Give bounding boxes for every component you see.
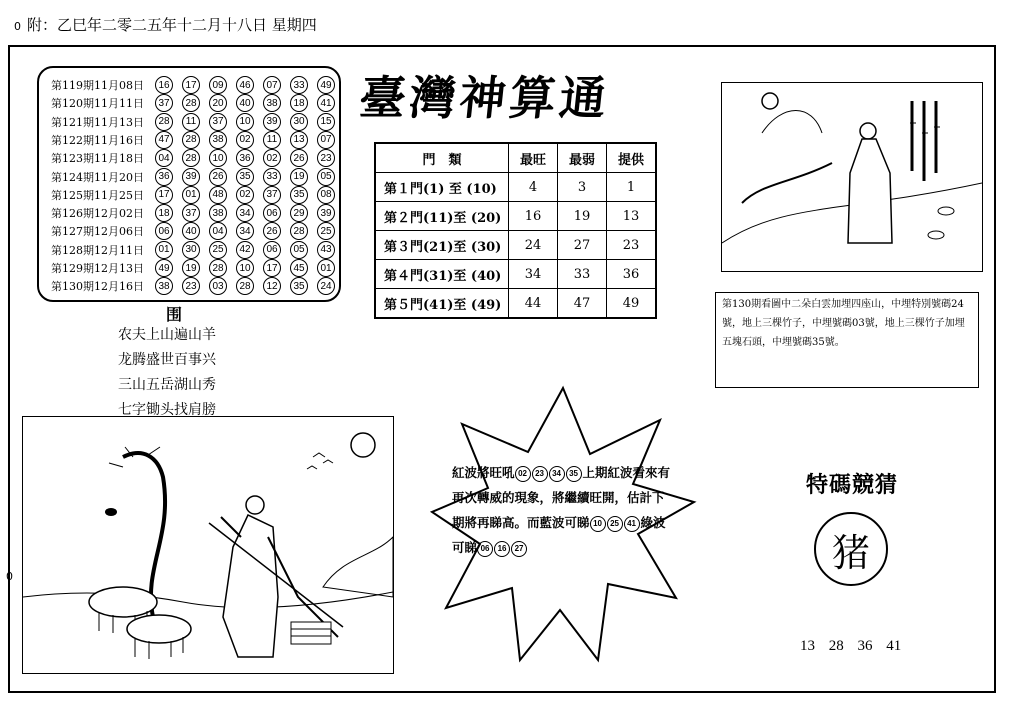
history-number: 24 bbox=[317, 277, 335, 295]
category-label: 第１門(1) 至 (10) bbox=[375, 173, 509, 202]
history-label: 第124期11月20日 bbox=[51, 170, 144, 184]
offer-value: 13 bbox=[607, 202, 657, 231]
blue-wave-number: 25 bbox=[607, 516, 623, 532]
history-number: 26 bbox=[209, 168, 227, 186]
header-date: 附：乙巳年二零二五年十二月十八日 星期四 bbox=[27, 16, 317, 34]
history-number: 06 bbox=[155, 222, 173, 240]
side-mark: 0 bbox=[6, 570, 13, 583]
history-number: 37 bbox=[209, 113, 227, 131]
min-value: 19 bbox=[558, 202, 607, 231]
history-number: 29 bbox=[290, 204, 308, 222]
history-number: 04 bbox=[209, 222, 227, 240]
history-number: 30 bbox=[182, 241, 200, 259]
history-number: 49 bbox=[317, 76, 335, 94]
history-label: 第119期11月08日 bbox=[51, 79, 144, 92]
min-value: 3 bbox=[558, 173, 607, 202]
green-wave-number: 06 bbox=[477, 541, 493, 557]
history-row bbox=[51, 259, 344, 277]
history-row bbox=[51, 241, 344, 259]
history-label: 第127期12月06日 bbox=[51, 225, 144, 239]
red-wave-number: 23 bbox=[532, 466, 548, 482]
history-number: 49 bbox=[155, 259, 173, 277]
history-number: 04 bbox=[155, 149, 173, 167]
history-number: 17 bbox=[155, 186, 173, 204]
history-number: 10 bbox=[209, 149, 227, 167]
max-value: 16 bbox=[509, 202, 558, 231]
history-row bbox=[51, 94, 344, 112]
history-number: 40 bbox=[236, 94, 254, 112]
history-number: 12 bbox=[263, 277, 281, 295]
category-table bbox=[374, 142, 657, 319]
riddle-description: 第130期看圖中二朵白雲加埋四座山，中埋特別號碼24號，地上三棵竹子，中埋號碼03號，地上三棵竹子加埋五塊石頭，中埋號碼35號。 bbox=[715, 292, 979, 388]
history-row bbox=[51, 149, 344, 167]
max-value: 44 bbox=[509, 289, 558, 319]
min-value: 47 bbox=[558, 289, 607, 319]
history-number: 25 bbox=[209, 241, 227, 259]
poem-line: 龙腾盛世百事兴 bbox=[118, 352, 216, 368]
offer-value: 36 bbox=[607, 260, 657, 289]
special-guess-title: 特碼競猜 bbox=[806, 472, 899, 498]
farmer-pigs-drawing bbox=[23, 417, 393, 673]
wave-trend-text: 上期紅波看來有再次轉威的現象，將繼續旺開，估計下期將再睇高。而藍波可睇 bbox=[452, 465, 671, 530]
scholar-bamboo-drawing bbox=[722, 83, 982, 271]
history-number: 10 bbox=[236, 113, 254, 131]
table-row bbox=[375, 231, 656, 260]
min-value: 27 bbox=[558, 231, 607, 260]
header-offer: 提供 bbox=[607, 143, 657, 173]
history-number: 02 bbox=[263, 149, 281, 167]
history-number: 01 bbox=[155, 241, 173, 259]
history-number: 28 bbox=[155, 113, 173, 131]
history-number: 37 bbox=[182, 204, 200, 222]
table-row bbox=[375, 202, 656, 231]
history-number: 07 bbox=[263, 76, 281, 94]
category-label: 第５門(41)至 (49) bbox=[375, 289, 509, 319]
history-number: 13 bbox=[290, 131, 308, 149]
history-number: 28 bbox=[182, 131, 200, 149]
history-row bbox=[51, 113, 344, 131]
header-line bbox=[14, 14, 317, 35]
red-wave-text: 紅波將旺吼 bbox=[452, 465, 515, 480]
table-row bbox=[375, 173, 656, 202]
history-row bbox=[51, 131, 344, 149]
history-row bbox=[51, 204, 344, 222]
history-number: 17 bbox=[263, 259, 281, 277]
history-number: 41 bbox=[317, 94, 335, 112]
history-number: 42 bbox=[236, 241, 254, 259]
history-number: 26 bbox=[263, 222, 281, 240]
page-title: 臺灣神算通 bbox=[356, 71, 613, 125]
poem-line: 三山五岳湖山秀 bbox=[118, 377, 216, 393]
table-header-row bbox=[375, 143, 656, 173]
scholar-bamboo-illustration bbox=[721, 82, 983, 272]
history-panel bbox=[37, 66, 341, 302]
history-number: 17 bbox=[182, 76, 200, 94]
history-label: 第128期12月11日 bbox=[51, 243, 144, 257]
max-value: 24 bbox=[509, 231, 558, 260]
history-number: 28 bbox=[290, 222, 308, 240]
history-number: 37 bbox=[155, 94, 173, 112]
history-number: 15 bbox=[317, 113, 335, 131]
history-label: 第123期11月18日 bbox=[51, 152, 144, 166]
history-number: 05 bbox=[290, 241, 308, 259]
blue-wave-number: 10 bbox=[590, 516, 606, 532]
history-number: 35 bbox=[290, 186, 308, 204]
history-number: 35 bbox=[290, 277, 308, 295]
history-number: 06 bbox=[263, 204, 281, 222]
min-value: 33 bbox=[558, 260, 607, 289]
history-number: 38 bbox=[263, 94, 281, 112]
history-number: 36 bbox=[236, 149, 254, 167]
red-wave-number: 34 bbox=[549, 466, 565, 482]
history-number: 20 bbox=[209, 94, 227, 112]
history-number: 16 bbox=[155, 76, 173, 94]
history-number: 11 bbox=[182, 113, 200, 131]
history-number: 33 bbox=[290, 76, 308, 94]
history-label: 第126期12月02日 bbox=[51, 207, 144, 221]
history-label: 第122期11月16日 bbox=[51, 133, 144, 147]
history-number: 23 bbox=[182, 277, 200, 295]
history-number: 03 bbox=[209, 277, 227, 295]
green-wave-number: 27 bbox=[511, 541, 527, 557]
history-number: 39 bbox=[182, 168, 200, 186]
table-row bbox=[375, 260, 656, 289]
history-number: 01 bbox=[317, 259, 335, 277]
history-number: 19 bbox=[290, 168, 308, 186]
history-row bbox=[51, 168, 344, 186]
history-row bbox=[51, 76, 344, 94]
history-number: 07 bbox=[317, 131, 335, 149]
history-number: 35 bbox=[236, 168, 254, 186]
history-number: 26 bbox=[290, 149, 308, 167]
history-number: 10 bbox=[236, 259, 254, 277]
history-number: 37 bbox=[263, 186, 281, 204]
poem-line: 农夫上山遍山羊 bbox=[118, 327, 216, 343]
history-number: 36 bbox=[155, 168, 173, 186]
header-max: 最旺 bbox=[509, 143, 558, 173]
zodiac-badge: 猪 bbox=[814, 512, 888, 586]
max-value: 34 bbox=[509, 260, 558, 289]
history-number: 28 bbox=[182, 94, 200, 112]
history-number: 40 bbox=[182, 222, 200, 240]
history-number: 23 bbox=[317, 149, 335, 167]
history-number: 28 bbox=[209, 259, 227, 277]
history-number: 08 bbox=[317, 186, 335, 204]
history-number: 45 bbox=[290, 259, 308, 277]
red-wave-number: 35 bbox=[566, 466, 582, 482]
poem-heading: 围 bbox=[166, 305, 183, 324]
history-row bbox=[51, 222, 344, 240]
history-number: 19 bbox=[182, 259, 200, 277]
history-number: 39 bbox=[317, 204, 335, 222]
wave-analysis-text bbox=[452, 460, 672, 560]
history-number: 30 bbox=[290, 113, 308, 131]
red-wave-number: 02 bbox=[515, 466, 531, 482]
history-number: 11 bbox=[263, 131, 281, 149]
history-number: 25 bbox=[317, 222, 335, 240]
offer-value: 23 bbox=[607, 231, 657, 260]
offer-value: 49 bbox=[607, 289, 657, 319]
header-category: 門 類 bbox=[375, 143, 509, 173]
history-number: 38 bbox=[155, 277, 173, 295]
category-label: 第４門(31)至 (40) bbox=[375, 260, 509, 289]
history-row bbox=[51, 186, 344, 204]
margin-mark: 0 bbox=[14, 20, 21, 33]
offer-value: 1 bbox=[607, 173, 657, 202]
history-label: 第129期12月13日 bbox=[51, 262, 144, 275]
history-row bbox=[51, 277, 344, 295]
table-row bbox=[375, 289, 656, 319]
history-number: 18 bbox=[155, 204, 173, 222]
history-number: 38 bbox=[209, 204, 227, 222]
history-number: 34 bbox=[236, 204, 254, 222]
green-wave-text: 綠波可睇 bbox=[452, 515, 666, 555]
history-number: 02 bbox=[236, 131, 254, 149]
category-label: 第２門(11)至 (20) bbox=[375, 202, 509, 231]
history-number: 09 bbox=[209, 76, 227, 94]
history-number: 38 bbox=[209, 131, 227, 149]
blue-wave-number: 41 bbox=[624, 516, 640, 532]
history-number: 18 bbox=[290, 94, 308, 112]
guess-numbers: 13 28 36 41 bbox=[800, 638, 902, 654]
history-number: 43 bbox=[317, 241, 335, 259]
farmer-pigs-illustration bbox=[22, 416, 394, 674]
history-number: 33 bbox=[263, 168, 281, 186]
max-value: 4 bbox=[509, 173, 558, 202]
history-number: 28 bbox=[236, 277, 254, 295]
history-label: 第130期12月16日 bbox=[51, 280, 144, 294]
history-number: 46 bbox=[236, 76, 254, 94]
green-wave-number: 16 bbox=[494, 541, 510, 557]
history-label: 第120期11月11日 bbox=[51, 97, 144, 111]
category-label: 第３門(21)至 (30) bbox=[375, 231, 509, 260]
history-label: 第125期11月25日 bbox=[51, 188, 144, 202]
history-number: 48 bbox=[209, 186, 227, 204]
history-label: 第121期11月13日 bbox=[51, 115, 144, 129]
history-number: 47 bbox=[155, 131, 173, 149]
history-number: 34 bbox=[236, 222, 254, 240]
history-number: 28 bbox=[182, 149, 200, 167]
history-number: 39 bbox=[263, 113, 281, 131]
header-min: 最弱 bbox=[558, 143, 607, 173]
history-number: 02 bbox=[236, 186, 254, 204]
history-number: 06 bbox=[263, 241, 281, 259]
history-number: 01 bbox=[182, 186, 200, 204]
history-number: 05 bbox=[317, 168, 335, 186]
poem-line: 七字锄头找肩膀 bbox=[118, 402, 216, 418]
